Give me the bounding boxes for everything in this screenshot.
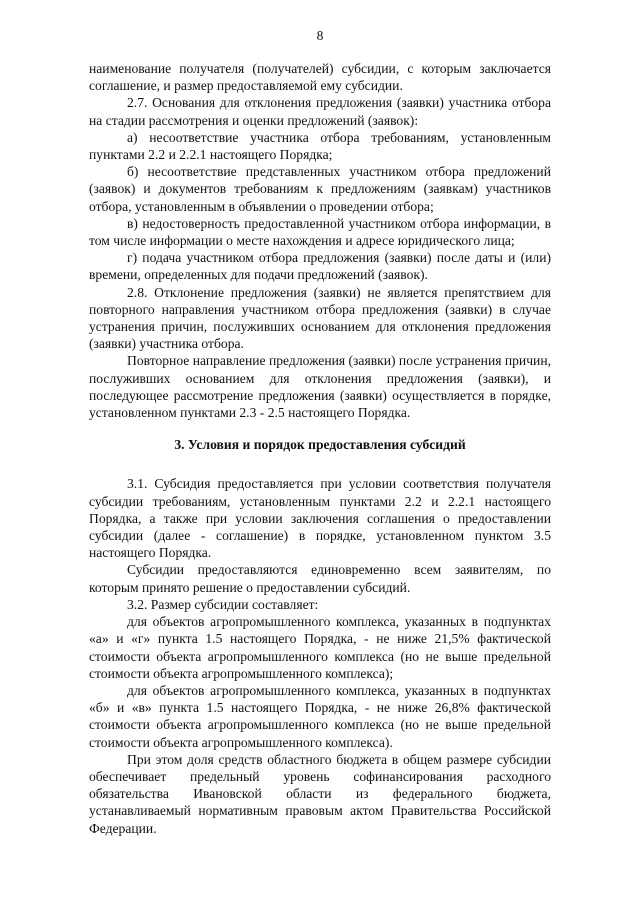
paragraph-2-8: 2.8. Отклонение предложения (заявки) не является препятствием для повторного направления участником отбора предложения (заявки) в случае устранения причин, послуживших основанием для отклонения предложения (заявки) участника отбора. xyxy=(89,284,551,352)
paragraph-item-a: а) несоответствие участника отбора требованиям, установленным пунктами 2.2 и 2.2.1 настоящего Порядка; xyxy=(89,129,551,163)
paragraph-3-1: 3.1. Субсидия предоставляется при условии соответствия получателя субсидии требованиям, установленным пунктами 2.2 и 2.2.1 настоящего Порядка, а также при условии заключения соглашения о предоставлении субсидии (далее - соглашение) в порядке, установленном пунктом 3.5 настоящего Порядка. xyxy=(89,476,551,561)
paragraph-3-2: 3.2. Размер субсидии составляет: xyxy=(127,596,319,612)
paragraph-item-b: б) несоответствие представленных участником отбора предложений (заявок) и документов требованиям к предложениям (заявкам) участников отбора, установленным в объявлении о проведении отбора; xyxy=(89,164,551,214)
paragraph-cofinancing: При этом доля средств областного бюджета в общем размере субсидии обеспечивает предельный уровень софинансирования расходного обязательства Ивановской области из федерального бюджета, устанавливаемый нормативным правовым актом Правительства Российской Федерации. xyxy=(89,751,551,836)
paragraph-one-time-grant: Субсидии предоставляются единовременно всем заявителям, по которым принято решение о предоставлении субсидий. xyxy=(89,562,551,595)
paragraph-item-g: г) подача участником отбора предложения (заявки) после даты и (или) времени, определенных для подачи предложений (заявок). xyxy=(89,250,551,283)
paragraph-item-v: в) недостоверность предоставленной участником отбора информации, в том числе информации о месте нахождения и адресе юридического лица; xyxy=(89,215,551,249)
paragraph-rate-a-g: для объектов агропромышленного комплекса, указанных в подпунктах «а» и «г» пункта 1.5 настоящего Порядка, - не ниже 21,5% фактической стоимости объекта агропромышленного комплекса (но не выше предельной стоимости объекта агропромышленного комплекса); xyxy=(89,614,551,681)
page-number: 8 xyxy=(316,28,324,43)
paragraph-continuation: наименование получателя (получателей) субсидии, с которым заключается соглашение, и размер предоставляемой ему субсидии. xyxy=(89,61,551,94)
paragraph-rate-b-v: для объектов агропромышленного комплекса, указанных в подпунктах «б» и «в» пункта 1.5 настоящего Порядка, - не ниже 26,8% фактической стоимости объекта агропромышленного комплекса (но не выше предельной стоимости объекта агропромышленного комплекса). xyxy=(89,682,551,750)
paragraph-2-7: 2.7. Основания для отклонения предложения (заявки) участника отбора на стадии рассмотрения и оценки предложений (заявок): xyxy=(89,95,551,128)
section-heading: 3. Условия и порядок предоставления субсидий xyxy=(174,437,466,453)
paragraph-resubmission: Повторное направление предложения (заявки) после устранения причин, послуживших основанием для отклонения предложения (заявки), и последующее рассмотрение предложения (заявки) осуществляется в порядке, установленном пунктами 2.3 - 2.5 настоящего Порядка. xyxy=(89,353,551,421)
document-body xyxy=(89,60,551,837)
